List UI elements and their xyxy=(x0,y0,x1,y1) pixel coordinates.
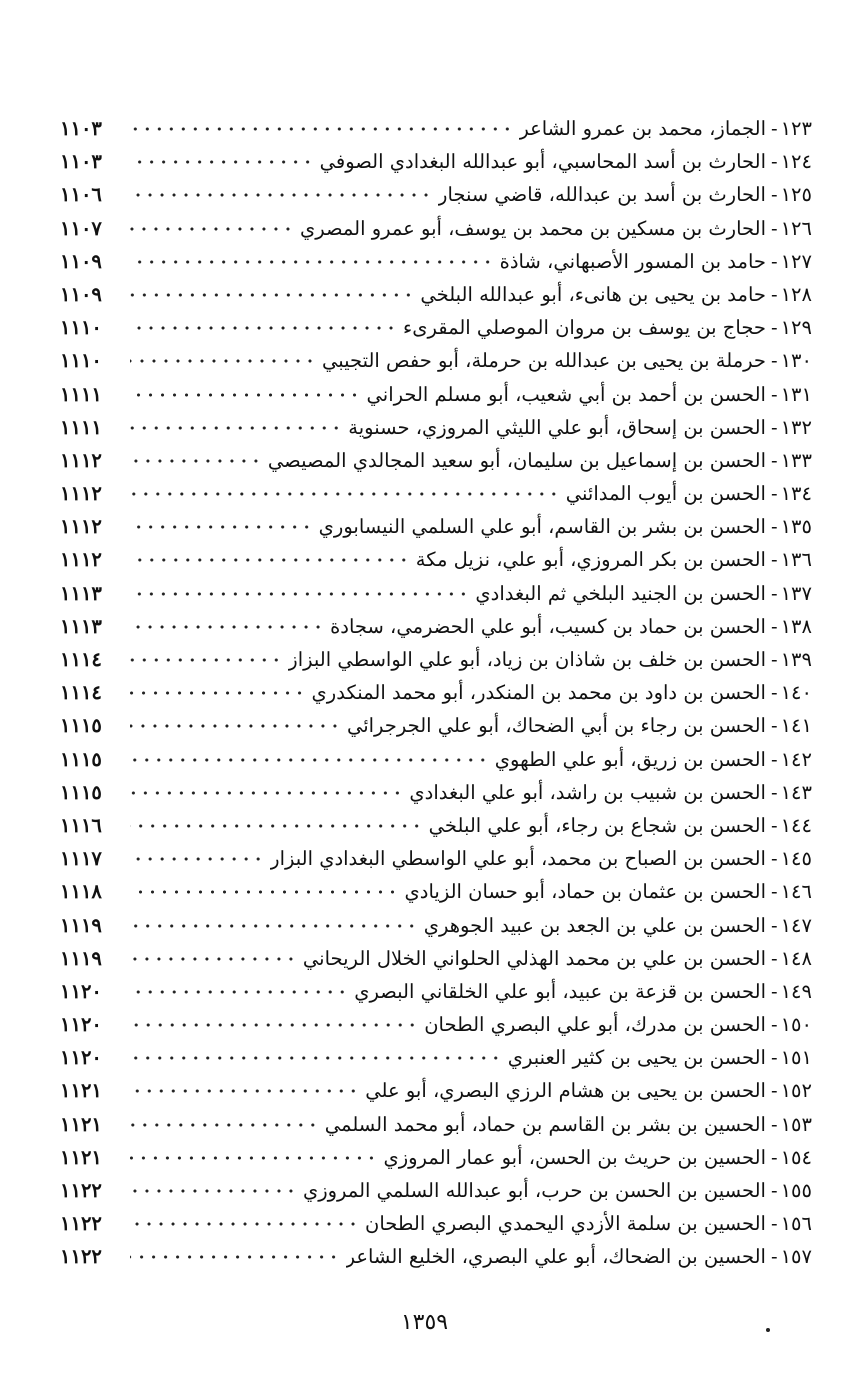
entry-number: ١٣٥ xyxy=(780,515,812,539)
toc-entry xyxy=(60,510,812,543)
entry-number: ١٣٠ xyxy=(780,349,812,373)
entry-number: ١٤١ xyxy=(780,714,812,738)
entry-page-number: ١١١٧ xyxy=(60,847,102,871)
entry-page-number: ١١٢١ xyxy=(60,1079,102,1103)
toc-entry xyxy=(60,278,812,311)
entry-separator: - xyxy=(770,913,778,937)
entry-page-number: ١١١٠ xyxy=(60,316,102,340)
entry-title: الحسن بن علي بن الجعد بن عبيد الجوهري xyxy=(423,913,766,937)
dot-leader xyxy=(130,326,397,330)
entry-number: ١٥٥ xyxy=(780,1179,812,1202)
entry-separator: - xyxy=(770,216,778,240)
entry-page-number: ١١١٦ xyxy=(60,813,102,837)
toc-entry xyxy=(60,776,812,809)
toc-entry xyxy=(60,311,812,344)
toc-entry xyxy=(60,709,812,742)
entry-title: الحسن بن علي بن محمد الهذلي الحلواني الخلال الريحاني xyxy=(302,946,766,970)
entry-number: ١٥٢ xyxy=(780,1079,812,1103)
entry-title: الحسن بن بشر بن القاسم، أبو علي السلمي النيسابوري xyxy=(318,515,766,539)
entry-separator: - xyxy=(770,150,778,174)
entry-number: ١٥٧ xyxy=(780,1245,812,1269)
entry-page-number: ١١١٨ xyxy=(60,880,102,904)
entry-number: ١٥١ xyxy=(780,1046,812,1070)
entry-number: ١٣٤ xyxy=(780,482,812,506)
entry-number: ١٥٠ xyxy=(780,1013,812,1037)
dot-leader xyxy=(130,426,342,430)
dot-leader xyxy=(130,160,314,164)
entry-separator: - xyxy=(770,1179,778,1202)
entry-number: ١٣٦ xyxy=(780,548,812,572)
dot-leader xyxy=(130,193,432,197)
entry-separator: - xyxy=(770,1212,778,1236)
entry-page-number: ١١٢١ xyxy=(60,1145,102,1169)
entry-page-number: ١١٢٢ xyxy=(60,1212,102,1236)
toc-entry xyxy=(60,942,812,975)
toc-entry xyxy=(60,1074,812,1107)
dot-leader xyxy=(130,1222,359,1226)
entry-page-number: ١١٠٣ xyxy=(60,117,102,140)
entry-page-number: ١١١٢ xyxy=(60,448,102,472)
entry-separator: - xyxy=(770,614,778,638)
entry-title: الحسن بن رجاء بن أبي الضحاك، أبو علي الجرجرائي xyxy=(346,714,766,738)
entry-page-number: ١١٠٩ xyxy=(60,282,102,306)
toc-entry xyxy=(60,1108,812,1141)
entry-number: ١٤٦ xyxy=(780,880,812,904)
entry-number: ١٢٧ xyxy=(780,249,812,273)
entry-page-number: ١١٢٢ xyxy=(60,1179,102,1202)
entry-page-number: ١١١٢ xyxy=(60,515,102,539)
entry-number: ١٣٩ xyxy=(780,648,812,671)
entry-separator: - xyxy=(770,747,778,771)
entry-number: ١٤٩ xyxy=(780,979,812,1003)
entry-title: الحسين بن حريث بن الحسن، أبو عمار المروزي xyxy=(383,1145,766,1169)
dot-leader xyxy=(130,857,264,861)
entry-separator: - xyxy=(770,349,778,373)
dot-leader xyxy=(130,592,469,596)
entry-separator: - xyxy=(770,1112,778,1136)
entry-separator: - xyxy=(770,1046,778,1070)
entry-number: ١٤٣ xyxy=(780,780,812,804)
entry-title: حجاج بن يوسف بن مروان الموصلي المقرىء xyxy=(403,316,766,340)
entry-separator: - xyxy=(770,382,778,406)
entry-separator: - xyxy=(770,1013,778,1037)
entry-separator: - xyxy=(770,979,778,1003)
entry-title: الحسن بن مدرك، أبو علي البصري الطحان xyxy=(424,1013,766,1037)
entry-number: ١٣٨ xyxy=(780,614,812,638)
entry-page-number: ١١١٥ xyxy=(60,714,102,738)
entry-separator: - xyxy=(770,714,778,738)
entry-title: الحسين بن الضحاك، أبو علي البصري، الخليع الشاعر xyxy=(345,1245,766,1269)
entry-number: ١٤٥ xyxy=(780,847,812,871)
dot-leader xyxy=(130,558,410,562)
toc-entry xyxy=(60,1008,812,1041)
entry-page-number: ١١١٣ xyxy=(60,581,102,605)
entry-page-number: ١١٠٩ xyxy=(60,249,102,273)
entry-page-number: ١١٢٢ xyxy=(60,1245,102,1269)
entry-number: ١٢٣ xyxy=(780,117,812,140)
entry-title: الحسن بن زريق، أبو علي الطهوي xyxy=(494,747,766,771)
entry-page-number: ١١١٢ xyxy=(60,482,102,506)
dot-leader xyxy=(130,525,313,529)
entry-page-number: ١١٢٠ xyxy=(60,979,102,1003)
entry-title: الحسن بن شجاع بن رجاء، أبو علي البلخي xyxy=(428,813,766,837)
entry-title: الجماز، محمد بن عمرو الشاعر xyxy=(519,117,766,140)
entry-separator: - xyxy=(770,515,778,539)
entry-page-number: ١١١١ xyxy=(60,382,102,406)
toc-entry xyxy=(60,178,812,211)
dot-leader xyxy=(130,359,316,363)
toc-entry xyxy=(60,378,812,411)
entry-page-number: ١١٢٠ xyxy=(60,1013,102,1037)
toc-entry xyxy=(60,909,812,942)
dot-leader xyxy=(130,492,560,496)
entry-title: الحسن بن أيوب المدائني xyxy=(565,482,766,506)
entry-number: ١٤٠ xyxy=(780,681,812,705)
toc-entry xyxy=(60,344,812,377)
toc-entry xyxy=(60,577,812,610)
entry-number: ١٢٤ xyxy=(780,150,812,174)
entry-separator: - xyxy=(770,316,778,340)
dot-leader xyxy=(130,1189,297,1193)
entry-separator: - xyxy=(770,581,778,605)
entry-number: ١٤٤ xyxy=(780,813,812,837)
entry-page-number: ١١٠٦ xyxy=(60,183,102,207)
toc-entry xyxy=(60,212,812,245)
dot-leader xyxy=(130,890,399,894)
entry-separator: - xyxy=(770,482,778,506)
entry-number: ١٣٧ xyxy=(780,581,812,605)
entry-title: الحسن بن الصباح بن محمد، أبو علي الواسطي البغدادي البزار xyxy=(270,847,766,871)
entry-number: ١٢٩ xyxy=(780,316,812,340)
entry-number: ١٢٨ xyxy=(780,282,812,306)
entry-page-number: ١١١٩ xyxy=(60,946,102,970)
dot-leader xyxy=(130,260,494,264)
dot-leader xyxy=(130,924,418,928)
toc-entry xyxy=(60,1207,812,1240)
entry-page-number: ١١١٣ xyxy=(60,614,102,638)
toc-entry xyxy=(60,444,812,477)
entry-title: الحسن بن قزعة بن عبيد، أبو علي الخلقاني البصري xyxy=(354,979,766,1003)
entry-separator: - xyxy=(770,249,778,273)
entry-title: الحسن بن أحمد بن أبي شعيب، أبو مسلم الحراني xyxy=(366,382,766,406)
entry-page-number: ١١١٥ xyxy=(60,747,102,771)
entry-number: ١٤٨ xyxy=(780,946,812,970)
toc-entry xyxy=(60,875,812,908)
entry-separator: - xyxy=(770,183,778,207)
entry-title: الحسن بن إسماعيل بن سليمان، أبو سعيد المجالدي المصيصي xyxy=(267,448,766,472)
toc-entry xyxy=(60,643,812,676)
toc-entry xyxy=(60,1141,812,1174)
table-of-contents xyxy=(60,112,812,1274)
toc-entry xyxy=(60,610,812,643)
entry-separator: - xyxy=(770,648,778,671)
entry-title: الحارث بن أسد المحاسبي، أبو عبدالله البغدادي الصوفي xyxy=(319,150,766,174)
entry-separator: - xyxy=(770,282,778,306)
toc-entry xyxy=(60,809,812,842)
entry-title: الحارث بن مسكين بن محمد بن يوسف، أبو عمرو المصري xyxy=(299,216,766,240)
toc-entry xyxy=(60,676,812,709)
dot-leader xyxy=(130,293,414,297)
entry-separator: - xyxy=(770,117,778,140)
dot-leader xyxy=(130,990,348,994)
dot-leader xyxy=(130,791,403,795)
entry-separator: - xyxy=(770,1245,778,1269)
toc-entry xyxy=(60,411,812,444)
entry-separator: - xyxy=(770,1079,778,1103)
entry-page-number: ١١١٠ xyxy=(60,349,102,373)
page-number: ١٣٥٩ xyxy=(400,1310,449,1335)
entry-title: الحارث بن أسد بن عبدالله، قاضي سنجار xyxy=(438,183,766,207)
dot-leader xyxy=(130,724,341,728)
toc-entry xyxy=(60,245,812,278)
entry-number: ١٢٦ xyxy=(780,216,812,240)
dot-leader xyxy=(130,227,294,231)
entry-number: ١٤٢ xyxy=(780,747,812,771)
entry-page-number: ١١٢١ xyxy=(60,1112,102,1136)
entry-separator: - xyxy=(770,448,778,472)
entry-title: حرملة بن يحيى بن عبدالله بن حرملة، أبو حفص التجيبي xyxy=(321,349,766,373)
toc-entry xyxy=(60,1041,812,1074)
entry-title: الحسن بن بكر المروزي، أبو علي، نزيل مكة xyxy=(415,548,766,572)
dot-leader xyxy=(130,658,282,662)
entry-title: حامد بن المسور الأصبهاني، شاذة xyxy=(499,249,766,273)
entry-title: الحسن بن الجنيد البلخي ثم البغدادي xyxy=(475,581,766,605)
dot-leader xyxy=(130,459,262,463)
entry-title: الحسن بن شبيب بن راشد، أبو علي البغدادي xyxy=(409,780,766,804)
entry-page-number: ١١٢٠ xyxy=(60,1046,102,1070)
entry-number: ١٢٥ xyxy=(780,183,812,207)
dot-leader xyxy=(130,393,361,397)
toc-entry xyxy=(60,543,812,576)
entry-separator: - xyxy=(770,780,778,804)
entry-title: الحسن بن يحيى بن كثير العنبري xyxy=(507,1046,766,1070)
entry-title: الحسن بن داود بن محمد بن المنكدر، أبو محمد المنكدري xyxy=(311,681,766,705)
entry-number: ١٤٧ xyxy=(780,913,812,937)
entry-title: الحسن بن إسحاق، أبو علي الليثي المروزي، حسنوية xyxy=(348,415,766,439)
entry-separator: - xyxy=(770,880,778,904)
entry-page-number: ١١٠٧ xyxy=(60,216,102,240)
entry-separator: - xyxy=(770,681,778,705)
entry-number: ١٥٦ xyxy=(780,1212,812,1236)
dot-leader xyxy=(130,824,423,828)
dot-leader xyxy=(130,758,489,762)
print-dot xyxy=(766,1328,770,1332)
entry-separator: - xyxy=(770,1145,778,1169)
entry-title: الحسين بن سلمة الأزدي اليحمدي البصري الطحان xyxy=(365,1212,766,1236)
entry-separator: - xyxy=(770,946,778,970)
toc-entry xyxy=(60,1174,812,1207)
entry-title: الحسين بن بشر بن القاسم بن حماد، أبو محمد السلمي xyxy=(324,1112,766,1136)
entry-page-number: ١١١٥ xyxy=(60,780,102,804)
entry-title: الحسن بن خلف بن شاذان بن زياد، أبو علي الواسطي البزاز xyxy=(288,648,766,671)
toc-entry xyxy=(60,477,812,510)
toc-entry xyxy=(60,743,812,776)
entry-page-number: ١١١٩ xyxy=(60,913,102,937)
entry-page-number: ١١١٤ xyxy=(60,681,102,705)
entry-separator: - xyxy=(770,847,778,871)
entry-title: الحسين بن الحسن بن حرب، أبو عبدالله السلمي المروزي xyxy=(302,1179,766,1202)
entry-number: ١٥٤ xyxy=(780,1145,812,1169)
dot-leader xyxy=(130,625,324,629)
toc-entry xyxy=(60,112,812,145)
entry-number: ١٥٣ xyxy=(780,1112,812,1136)
toc-entry xyxy=(60,1240,812,1273)
dot-leader xyxy=(130,1123,319,1127)
entry-page-number: ١١٠٣ xyxy=(60,150,102,174)
dot-leader xyxy=(130,957,297,961)
dot-leader xyxy=(130,1089,359,1093)
entry-page-number: ١١١١ xyxy=(60,415,102,439)
entry-page-number: ١١١٢ xyxy=(60,548,102,572)
entry-number: ١٣٣ xyxy=(780,448,812,472)
entry-title: حامد بن يحيى بن هانىء، أبو عبدالله البلخي xyxy=(420,282,766,306)
entry-title: الحسن بن حماد بن كسيب، أبو علي الحضرمي، سجادة xyxy=(330,614,766,638)
entry-title: الحسن بن يحيى بن هشام الرزي البصري، أبو علي xyxy=(365,1079,766,1103)
entry-number: ١٣٢ xyxy=(780,415,812,439)
toc-entry xyxy=(60,842,812,875)
entry-number: ١٣١ xyxy=(780,382,812,406)
dot-leader xyxy=(130,1156,377,1160)
dot-leader xyxy=(130,691,306,695)
dot-leader xyxy=(130,1023,418,1027)
dot-leader xyxy=(130,127,513,131)
toc-entry xyxy=(60,145,812,178)
dot-leader xyxy=(130,1255,340,1259)
entry-title: الحسن بن عثمان بن حماد، أبو حسان الزيادي xyxy=(404,880,766,904)
entry-separator: - xyxy=(770,548,778,572)
entry-page-number: ١١١٤ xyxy=(60,648,102,671)
entry-separator: - xyxy=(770,415,778,439)
toc-entry xyxy=(60,975,812,1008)
entry-separator: - xyxy=(770,813,778,837)
dot-leader xyxy=(130,1056,502,1060)
